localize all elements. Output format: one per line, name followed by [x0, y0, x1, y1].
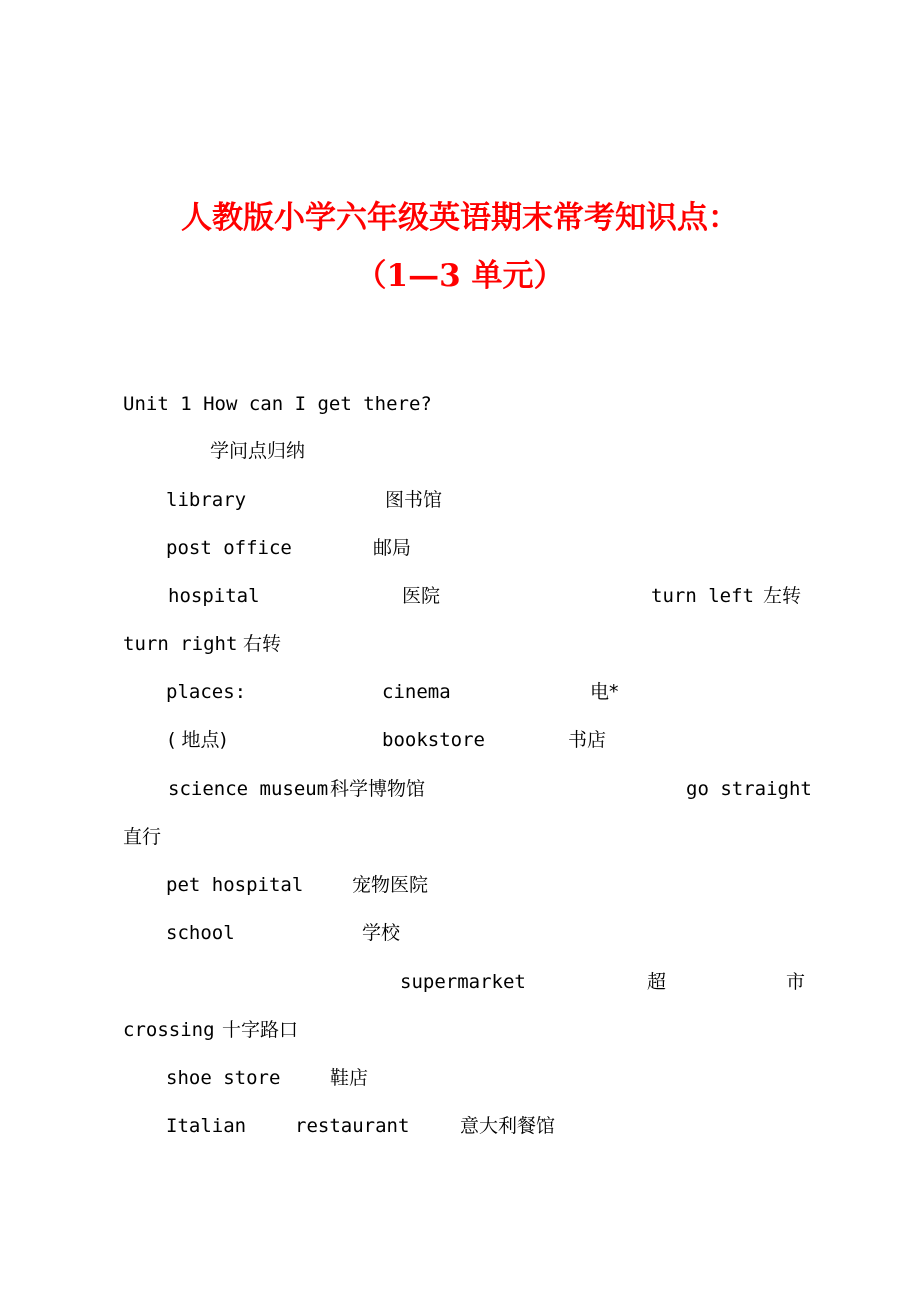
vocab-translation: 医院	[402, 585, 441, 607]
vocab-translation: 书店	[568, 729, 607, 751]
section-subheading: 学问点归纳	[210, 440, 306, 462]
vocab-translation: 直行	[123, 826, 162, 848]
vocab-term: Italian	[166, 1115, 247, 1137]
vocab-translation: 电*	[590, 681, 619, 703]
vocab-translation: 左转	[763, 585, 802, 607]
vocab-translation: 邮局	[373, 537, 412, 559]
vocab-translation: 鞋店	[330, 1067, 369, 1089]
vocab-translation: 超	[647, 971, 667, 993]
document-title-line1: 人教版小学六年级英语期末常考知识点：	[181, 200, 739, 236]
vocab-translation: 科学博物馆	[330, 778, 426, 800]
vocab-term: library	[166, 489, 247, 511]
unit-heading: Unit 1 How can I get there?	[123, 393, 432, 415]
vocab-term: supermarket	[400, 971, 526, 993]
vocab-translation: 学校	[362, 922, 401, 944]
vocab-translation: 市	[786, 971, 806, 993]
vocab-term: cinema	[382, 681, 451, 703]
vocab-term: post office	[166, 537, 292, 559]
vocab-term: restaurant	[295, 1115, 410, 1137]
vocab-translation: 意大利餐馆	[460, 1115, 556, 1137]
vocab-term: go straight	[686, 778, 812, 800]
vocab-term: hospital	[168, 585, 260, 607]
vocab-term: school	[166, 922, 235, 944]
vocab-term: science museum	[168, 778, 329, 800]
document-title-line2: （1—3 单元）	[355, 258, 565, 294]
vocab-term: turn left	[651, 585, 754, 607]
vocab-term: shoe store	[166, 1067, 281, 1089]
vocab-term: turn right	[123, 633, 238, 655]
vocab-category: places:	[166, 681, 247, 703]
vocab-translation: 十字路口	[222, 1019, 299, 1041]
vocab-term: pet hospital	[166, 874, 304, 896]
vocab-translation: 图书馆	[385, 489, 443, 511]
vocab-category-translation: ( 地点)	[168, 729, 227, 751]
vocab-translation: 右转	[243, 633, 282, 655]
vocab-term: crossing	[123, 1019, 215, 1041]
vocab-translation: 宠物医院	[352, 874, 429, 896]
vocab-term: bookstore	[382, 729, 485, 751]
